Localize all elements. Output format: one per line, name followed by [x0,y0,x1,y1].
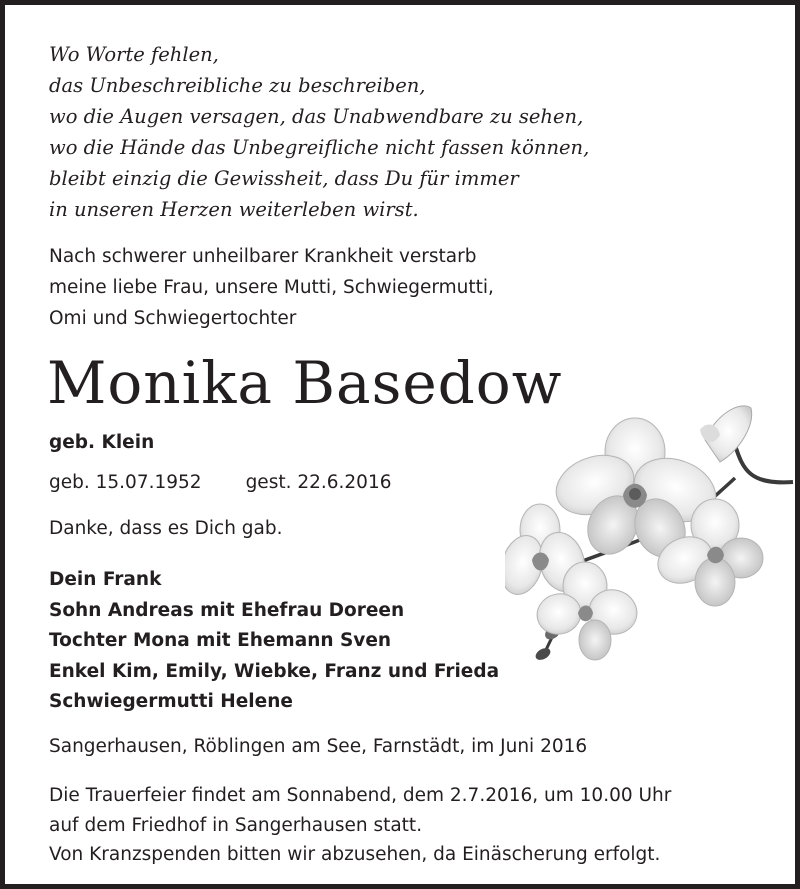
poem-line: bleibt einzig die Gewissheit, dass Du für immer [49,167,519,190]
announcement-intro [49,241,494,334]
intro-line: Nach schwerer unheilbarer Krankheit verstarb [49,246,477,267]
intro-line: meine liebe Frau, unsere Mutti, Schwiegermutti, [49,277,494,298]
maiden-name: geb. Klein [49,432,155,453]
poem-line: wo die Hände das Unbegreifliche nicht fassen können, [49,136,590,159]
thanks-line: Danke, dass es Dich gab. [49,518,283,539]
death-date: gest. 22.6.2016 [245,472,392,493]
orchid-flower-illustration [505,400,795,665]
memorial-poem [49,39,589,225]
mourner: Sohn Andreas mit Ehefrau Doreen [49,599,405,621]
birth-date: geb. 15.07.1952 [49,472,202,493]
notice-line: Die Trauerfeier findet am Sonnabend, dem 2.7.2016, um 10.00 Uhr [49,785,672,806]
deceased-name: Monika Basedow [47,349,563,417]
notice-line: Von Kranzspenden bitten wir abzusehen, da Einäscherung erfolgt. [49,844,661,865]
life-dates [49,469,392,497]
poem-line: das Unbeschreibliche zu beschreiben, [49,74,426,97]
mourner: Tochter Mona mit Ehemann Sven [49,630,392,651]
notice-line: auf dem Friedhof in Sangerhausen statt. [49,814,423,836]
poem-line: Wo Worte fehlen, [49,43,219,66]
mourner: Enkel Kim, Emily, Wiebke, Franz und Frieda [49,660,500,682]
funeral-notice [49,781,671,870]
mourner: Dein Frank [49,569,162,590]
mourner: Schwiegermutti Helene [49,691,293,712]
poem-line: wo die Augen versagen, das Unabwendbare zu sehen, [49,105,584,128]
poem-line: in unseren Herzen weiterleben wirst. [49,198,419,221]
mourners-list [49,565,499,718]
place-and-date: Sangerhausen, Röblingen am See, Farnstädt, im Juni 2016 [49,736,588,757]
intro-line: Omi und Schwiegertochter [49,308,297,329]
